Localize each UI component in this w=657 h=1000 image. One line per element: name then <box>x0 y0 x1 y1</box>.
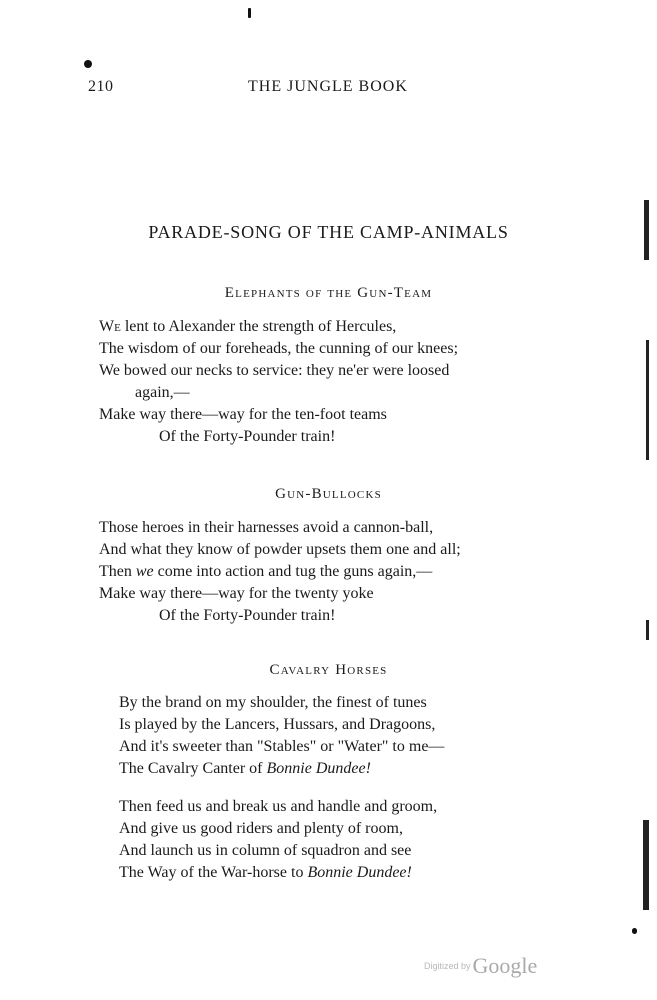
verse-line: Is played by the Lancers, Hussars, and Dragoons, <box>119 716 436 733</box>
emphasis: Bonnie Dundee! <box>266 760 371 777</box>
verse-line-text: The Way of the War-horse to <box>119 864 304 881</box>
page-header <box>88 78 528 100</box>
verse-line: And it's sweeter than "Stables" or "Water" to me— <box>119 738 445 755</box>
ink-mark-left <box>84 60 92 68</box>
verse-line-text: lent to Alexander the strength of Hercules, <box>124 318 397 335</box>
verse-line: Make way there—way for the ten-foot teams <box>99 406 387 423</box>
running-head: THE JUNGLE BOOK <box>248 78 408 95</box>
page-edge-shadow <box>646 620 649 640</box>
section-heading-bullocks: Gun-Bullocks <box>275 486 382 502</box>
verse-line: And launch us in column of squadron and see <box>119 842 412 859</box>
stanza-cavalry-2 <box>119 796 437 884</box>
stanza-cavalry-1 <box>119 692 444 780</box>
verse-line: And give us good riders and plenty of room, <box>119 820 403 837</box>
google-logo: Google <box>472 953 538 978</box>
poem-title: PARADE-SONG OF THE CAMP-ANIMALS <box>148 222 509 242</box>
watermark-prefix: Digitized by <box>424 961 471 971</box>
verse-line: By the brand on my shoulder, the finest of tunes <box>119 694 427 711</box>
verse-line-text: Then <box>99 563 132 580</box>
page-edge-shadow <box>646 340 649 460</box>
verse-line: The wisdom of our foreheads, the cunning of our knees; <box>99 340 459 357</box>
verse-line-text: come into action and tug the guns again,— <box>157 563 433 580</box>
emphasis: we <box>135 563 154 580</box>
page-edge-shadow <box>643 820 649 910</box>
verse-line <box>99 561 461 583</box>
verse-line: And what they know of powder upsets them one and all; <box>99 541 461 558</box>
emphasis: Bonnie Dundee! <box>307 864 412 881</box>
verse-line: Those heroes in their harnesses avoid a cannon-ball, <box>99 519 434 536</box>
verse-line: Of the Forty-Pounder train! <box>159 428 336 445</box>
verse-line <box>99 316 458 338</box>
section-heading-cavalry: Cavalry Horses <box>269 662 388 678</box>
stanza-bullocks <box>99 517 461 627</box>
verse-line: Of the Forty-Pounder train! <box>159 607 336 624</box>
verse-first-word: We <box>99 318 121 335</box>
page-number: 210 <box>88 78 114 95</box>
ink-mark-bottom <box>632 928 637 934</box>
ink-mark-top <box>248 8 251 18</box>
verse-line: again,— <box>135 384 190 401</box>
section-heading-elephants: Elephants of the Gun-Team <box>224 285 433 301</box>
stanza-elephants <box>99 316 458 448</box>
verse-line: Make way there—way for the twenty yoke <box>99 585 374 602</box>
verse-line <box>119 758 444 780</box>
verse-line-text: The Cavalry Canter of <box>119 760 263 777</box>
verse-line <box>119 862 437 884</box>
verse-line: We bowed our necks to service: they ne'er were loosed <box>99 362 450 379</box>
verse-line: Then feed us and break us and handle and groom, <box>119 798 438 815</box>
digitized-watermark <box>424 953 537 979</box>
